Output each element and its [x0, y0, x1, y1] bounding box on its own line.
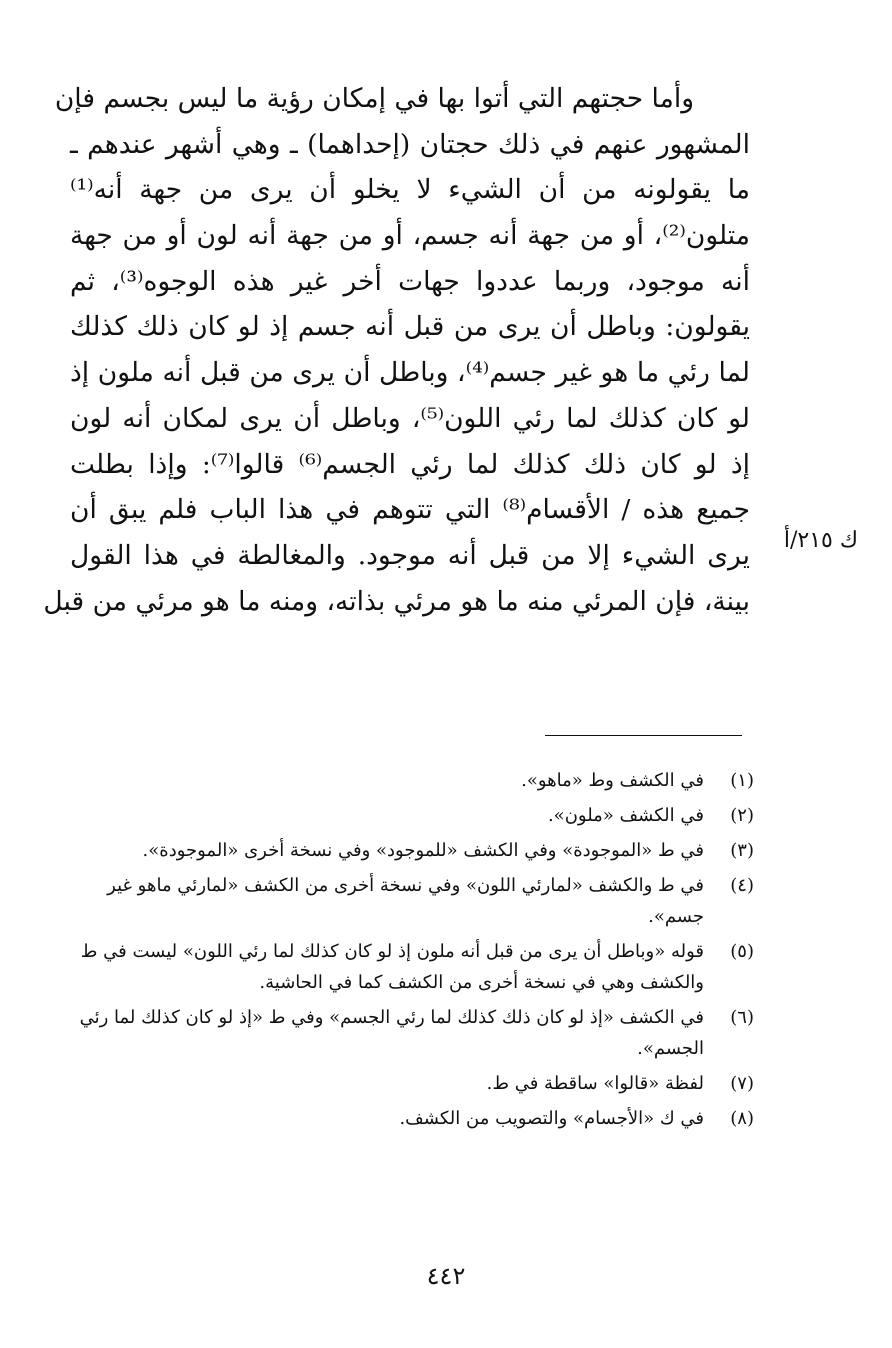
footnote-number: (٥) — [730, 941, 754, 962]
main-text-block — [43, 76, 751, 624]
text-line: إذ لو كان ذلك كذلك لما رئي الجسم⁽⁶⁾ قالوا⁽⁷⁾: وإذا بطلت — [70, 448, 751, 480]
text-line: أنه موجود، وربما عددوا جهات أخر غير هذه الوجوه⁽³⁾، ثم — [70, 265, 751, 297]
text-line: متلون⁽²⁾، أو من جهة أنه جسم، أو من جهة أنه لون أو من جهة — [70, 220, 750, 252]
footnote — [72, 835, 754, 866]
footnote — [72, 765, 754, 796]
text-line: جميع هذه / الأقسام⁽⁸⁾ التي تتوهم في هذا الباب فلم يبق أن — [70, 494, 751, 526]
footnote — [72, 1103, 754, 1134]
footnote — [72, 1068, 754, 1099]
footnote-number: (٨) — [730, 1108, 754, 1129]
footnote-separator — [545, 735, 742, 736]
footnote-number: (٧) — [730, 1073, 754, 1094]
footnote-number: (٦) — [730, 1007, 754, 1028]
footnote — [72, 936, 754, 998]
text-line: يقولون: وباطل أن يرى من قبل أنه جسم إذ لو كان ذلك كذلك — [70, 311, 750, 343]
footnote-text: في ط والكشف «لمارئي اللون» وفي نسخة أخرى من الكشف «لمارئي ماهو غير جسم». — [107, 875, 704, 927]
footnote-text: في ط «الموجودة» وفي الكشف «للموجود» وفي نسخة أخرى «الموجودة». — [142, 840, 704, 861]
text-line: بينة، فإن المرئي منه ما هو مرئي بذاته، ومنه ما هو مرئي من قبل — [43, 585, 750, 617]
footnote-text: لفظة «قالوا» ساقطة في ط. — [486, 1073, 704, 1094]
footnote — [72, 870, 754, 932]
footnote-number: (١) — [730, 770, 754, 791]
page-number: ٤٤٢ — [426, 1262, 466, 1290]
footnote — [72, 1002, 754, 1064]
text-line: يرى الشيء إلا من قبل أنه موجود. والمغالطة في هذا القول — [70, 539, 750, 571]
text-line: وأما حجتهم التي أتوا بها في إمكان رؤية ما ليس بجسم فإن — [54, 83, 694, 114]
text-line: لما رئي ما هو غير جسم⁽⁴⁾، وباطل أن يرى من قبل أنه ملون إذ — [70, 357, 750, 389]
text-line: ما يقولونه من أن الشيء لا يخلو أن يرى من جهة أنه⁽¹⁾ — [70, 174, 750, 206]
footnotes-block — [72, 765, 754, 1138]
footnote-text: في ك «الأجسام» والتصويب من الكشف. — [399, 1108, 704, 1129]
footnote-number: (٤) — [730, 875, 754, 896]
footnote-text: قوله «وباطل أن يرى من قبل أنه ملون إذ لو كان كذلك لما رئي اللون» ليست في ط والكشف وهي في نسخة أخرى من الكشف كما في الحاشية. — [80, 941, 704, 993]
margin-folio-note: ك ٢١٥/أ — [783, 528, 858, 553]
text-line: لو كان كذلك لما رئي اللون⁽⁵⁾، وباطل أن يرى لمكان أنه لون — [70, 402, 750, 434]
footnote — [72, 800, 754, 831]
text-line: المشهور عنهم في ذلك حجتان (إحداهما) ـ وهي أشهر عندهم ـ — [70, 128, 750, 160]
footnote-text: في الكشف وط «ماهو». — [521, 770, 704, 791]
footnote-text: في الكشف «ملون». — [547, 805, 704, 826]
footnote-number: (٣) — [730, 840, 754, 861]
footnote-number: (٢) — [730, 805, 754, 826]
footnote-text: في الكشف «إذ لو كان ذلك كذلك لما رئي الجسم» وفي ط «إذ لو كان كذلك لما رئي الجسم». — [79, 1007, 704, 1059]
